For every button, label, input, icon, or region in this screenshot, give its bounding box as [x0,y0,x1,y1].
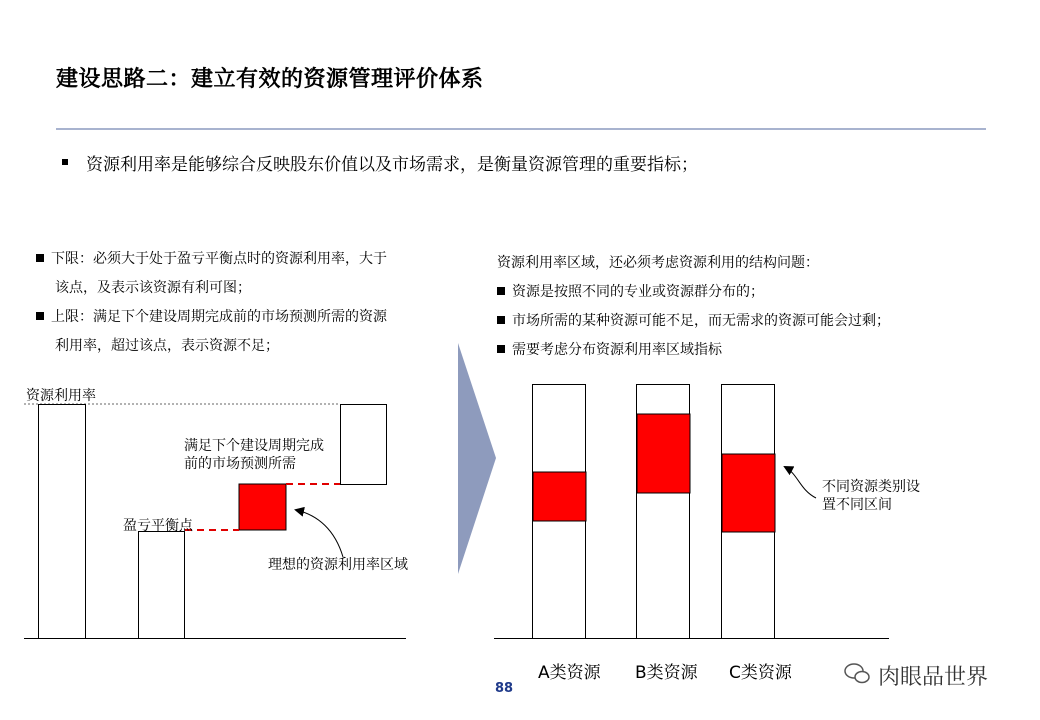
break-even-label: 盈亏平衡点 [123,518,193,534]
watermark-text: 肉眼品世界 [878,665,989,690]
right-note-item: 资源是按照不同的专业或资源群分布的； [512,284,764,300]
upper-target-box [341,405,387,485]
y-axis-label: 资源利用率 [26,388,96,404]
callout-label-line: 不同资源类别设 [822,479,920,495]
chevron-arrow-icon [458,343,496,574]
callout-label-line: 置不同区间 [822,497,892,513]
ideal-zone-box [239,484,286,530]
left-bar-3 [139,532,185,639]
upper-limit-label-line: 前的市场预测所需 [184,456,296,472]
left-note-text: 下限：必须大于处于盈亏平衡点时的资源利用率，大于 [51,251,387,267]
category-label-b: B类资源 [635,663,698,683]
upper-limit-label [184,437,324,473]
bar-c-range [722,454,775,532]
left-note-text: 上限：满足下个建设周期完成前的市场预测所需的资源 [51,309,387,325]
upper-limit-label-line: 满足下个建设周期完成 [184,438,324,454]
bar-b-range [637,414,690,493]
left-bar-1 [39,405,86,639]
left-note-text: 该点，及表示该资源有利可图； [55,280,251,296]
page-number: 88 [495,681,514,696]
ideal-zone-label: 理想的资源利用率区域 [268,557,408,573]
callout-arrow [785,467,816,498]
category-label-c: C类资源 [729,663,792,683]
page-title: 建设思路二：建立有效的资源管理评价体系 [56,67,484,92]
right-notes-intro: 资源利用率区域，还必须考虑资源利用的结构问题： [497,255,819,271]
callout-label [822,478,920,514]
left-note-text: 利用率，超过该点，表示资源不足； [55,338,279,354]
right-note-item: 需要考虑分布资源利用率区域指标 [512,342,722,358]
bar-a-range [533,472,586,521]
wechat-icon [845,664,869,683]
category-label-a: A类资源 [538,663,601,683]
right-note-item: 市场所需的某种资源可能不足，而无需求的资源可能会过剩； [512,313,890,329]
main-bullet-text: 资源利用率是能够综合反映股东价值以及市场需求，是衡量资源管理的重要指标； [86,155,698,175]
ideal-zone-arrow [296,510,343,557]
